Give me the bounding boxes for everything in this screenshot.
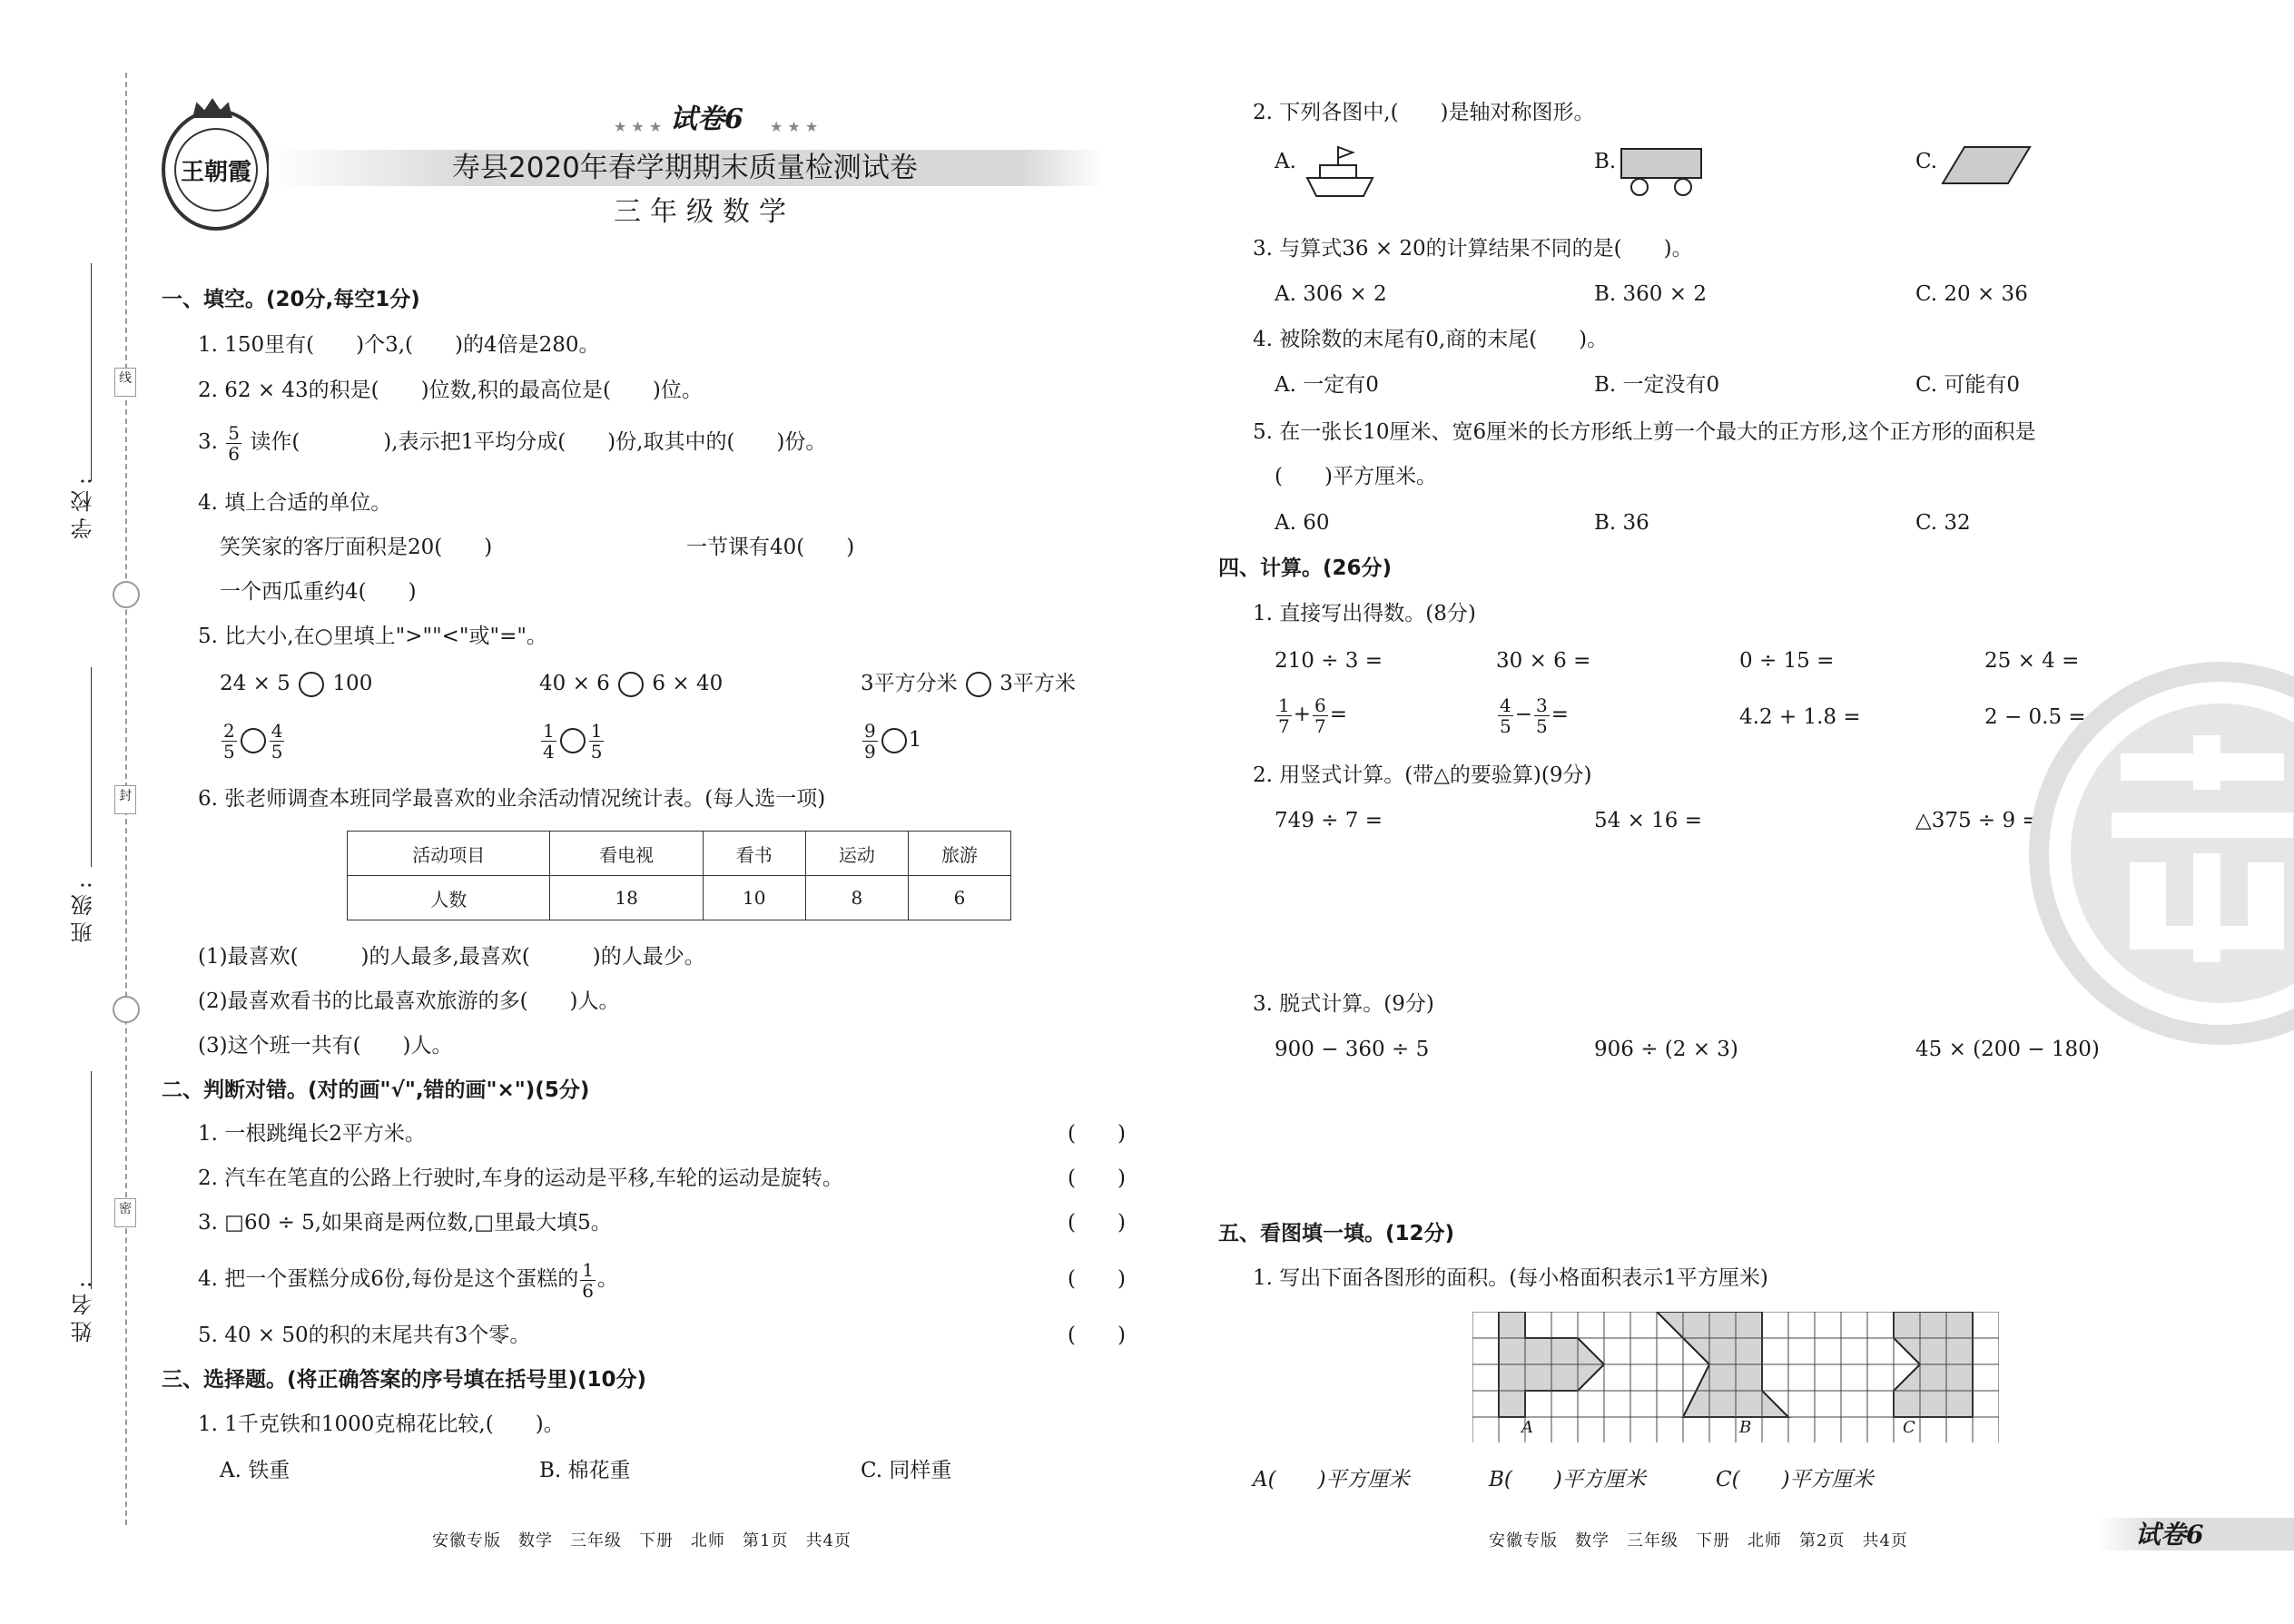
s1-q6c: (3)这个班一共有( )人。: [198, 1034, 453, 1058]
shape-label-c: C: [1903, 1418, 1915, 1437]
seal-mark-mi: 密: [114, 1198, 136, 1227]
compare-circle[interactable]: [299, 672, 324, 697]
s2-answer-paren[interactable]: ( ): [1068, 1324, 1126, 1347]
calc-item: 30 × 6 =: [1496, 649, 1591, 673]
section4-heading: 四、计算。(26分): [1218, 556, 1393, 580]
name-label: 姓名:: [71, 1275, 96, 1343]
compare-3: 3平方分米 3平方米: [861, 672, 1076, 695]
section5-heading: 五、看图填一填。(12分): [1218, 1222, 1455, 1245]
school-line: [91, 263, 92, 481]
s3-q2-option-c[interactable]: C.: [1915, 150, 1938, 173]
s2-item: 2. 汽车在笔直的公路上行驶时,车身的运动是平移,车轮的运动是旋转。: [198, 1166, 843, 1190]
s3-q2-option-a[interactable]: A.: [1275, 150, 1296, 173]
table-header-cell: 运动: [805, 832, 908, 876]
s5-q1: 1. 写出下面各图形的面积。(每小格面积表示1平方厘米): [1253, 1266, 1768, 1290]
table-header-cell: 活动项目: [348, 832, 550, 876]
footer-tag: 试卷6: [2135, 1520, 2204, 1550]
margin-flower-icon: [113, 581, 140, 608]
crown-icon: [192, 98, 232, 118]
table-header-cell: 旅游: [908, 832, 1010, 876]
section2-heading: 二、判断对错。(对的画"√",错的画"×")(5分): [162, 1078, 590, 1102]
s3-q4-option-b[interactable]: B. 一定没有0: [1594, 373, 1720, 397]
s2-answer-paren[interactable]: ( ): [1068, 1122, 1126, 1146]
stepwise-calc-item: 45 × (200 − 180): [1915, 1038, 2100, 1061]
compare-2: 40 × 6 6 × 40: [539, 672, 724, 695]
s3-q3-option-a[interactable]: A. 306 × 2: [1275, 282, 1387, 306]
name-line: [91, 1071, 92, 1289]
s3-q5-option-a[interactable]: A. 60: [1275, 511, 1330, 535]
table-cell: 10: [703, 876, 805, 920]
s4-q1: 1. 直接写出得数。(8分): [1253, 602, 1476, 625]
compare-6: $\frac{9}{9}$ 1: [864, 719, 922, 763]
exam-subtitle: 三年级数学: [614, 196, 795, 228]
s1-q3-text: 读作( ),表示把1平均分成( )份,取其中的( )份。: [250, 430, 827, 454]
calc-fraction-add: $\frac{1}{7}$ + $\frac{6}{7}$ =: [1278, 694, 1348, 737]
compare-circle[interactable]: [241, 728, 266, 753]
vertical-calc-item: △375 ÷ 9 =: [1915, 809, 2040, 832]
calc-item: 25 × 4 =: [1984, 649, 2080, 673]
series-stars-right: ★ ★ ★: [770, 118, 819, 135]
s2-answer-paren[interactable]: ( ): [1068, 1166, 1126, 1190]
vertical-calc-item: 54 × 16 =: [1594, 809, 1703, 832]
logo-badge: [162, 109, 271, 231]
s1-q3-number: 3.: [198, 430, 218, 454]
s1-q1: 1. 150里有( )个3,( )的4倍是280。: [198, 333, 600, 357]
s3-q4-option-a[interactable]: A. 一定有0: [1275, 373, 1379, 397]
s3-q3: 3. 与算式36 × 20的计算结果不同的是( )。: [1253, 237, 1693, 261]
s3-q5-option-b[interactable]: B. 36: [1594, 511, 1649, 535]
cart-shape-icon: [1618, 145, 1705, 200]
s1-q4: 4. 填上合适的单位。: [198, 491, 392, 515]
s1-q6: 6. 张老师调查本班同学最喜欢的业余活动情况统计表。(每人选一项): [198, 787, 826, 811]
fraction-five-sixths: $\frac{5}{6}$: [228, 421, 240, 465]
boat-shape-icon: [1304, 145, 1376, 200]
s1-q4a: 笑笑家的客厅面积是20( ): [220, 536, 493, 559]
compare-circle[interactable]: [618, 672, 644, 697]
s3-q1-option-b[interactable]: B. 棉花重: [539, 1459, 631, 1482]
table-header-row: [348, 832, 1011, 876]
table-cell: 人数: [348, 876, 550, 920]
table-cell: 18: [550, 876, 703, 920]
calc-item: 0 ÷ 15 =: [1739, 649, 1835, 673]
compare-circle[interactable]: [881, 728, 907, 753]
s1-q4b: 一节课有40( ): [686, 536, 855, 559]
shape-label-a: A: [1521, 1418, 1533, 1437]
area-answer-a[interactable]: A( )平方厘米: [1253, 1468, 1410, 1491]
area-answer-c[interactable]: C( )平方厘米: [1716, 1468, 1874, 1491]
s3-q3-option-b[interactable]: B. 360 × 2: [1594, 282, 1707, 306]
class-label: 班级:: [71, 876, 96, 944]
s2-item-4: 4. 把一个蛋糕分成6份,每份是这个蛋糕的 $\frac{1}{6}$ 。: [198, 1258, 618, 1302]
section1-heading: 一、填空。(20分,每空1分): [162, 288, 420, 311]
section3-heading: 三、选择题。(将正确答案的序号填在括号里)(10分): [162, 1368, 647, 1392]
s3-q2: 2. 下列各图中,( )是轴对称图形。: [1253, 101, 1595, 124]
table-header-cell: 看电视: [550, 832, 703, 876]
school-label: 学校:: [71, 472, 96, 540]
s1-q5: 5. 比大小,在○里填上">""<"或"="。: [198, 625, 547, 648]
calc-fraction-sub: $\frac{4}{5}$ − $\frac{3}{5}$ =: [1500, 694, 1570, 737]
parallelogram-shape-icon: [1941, 145, 2032, 185]
s3-q1-option-a[interactable]: A. 铁重: [220, 1459, 290, 1482]
area-grid-drawing: [1472, 1312, 1999, 1442]
compare-1: 24 × 5 100: [220, 672, 373, 695]
calc-item: 210 ÷ 3 =: [1275, 649, 1383, 673]
s1-q4c: 一个西瓜重约4( ): [220, 580, 417, 604]
s2-answer-paren[interactable]: ( ): [1068, 1211, 1126, 1235]
logo-text: 王朝霞: [174, 128, 258, 212]
s2-item: 3. □60 ÷ 5,如果商是两位数,□里最大填5。: [198, 1211, 612, 1235]
exam-title: 寿县2020年春学期期末质量检测试卷: [452, 152, 918, 184]
s4-q2: 2. 用竖式计算。(带△的要验算)(9分): [1253, 763, 1592, 787]
vertical-calc-item: 749 ÷ 7 =: [1275, 809, 1383, 832]
s1-q6b: (2)最喜欢看书的比最喜欢旅游的多( )人。: [198, 989, 620, 1013]
s2-item: 5. 40 × 50的积的末尾共有3个零。: [198, 1324, 531, 1347]
calc-item: 4.2 + 1.8 =: [1739, 705, 1861, 729]
calc-item: 2 − 0.5 =: [1984, 705, 2086, 729]
class-line: [91, 667, 92, 867]
s2-item: 1. 一根跳绳长2平方米。: [198, 1122, 426, 1146]
table-cell: 8: [805, 876, 908, 920]
shape-label-b: B: [1739, 1418, 1752, 1437]
s2-answer-paren[interactable]: ( ): [1068, 1267, 1126, 1291]
s3-q5: 5. 在一张长10厘米、宽6厘米的长方形纸上剪一个最大的正方形,这个正方形的面积是: [1253, 420, 2036, 444]
s3-q5-option-c[interactable]: C. 32: [1915, 511, 1971, 535]
footer-left: 安徽专版 数学 三年级 下册 北师 第1页 共4页: [432, 1531, 852, 1550]
s3-q4: 4. 被除数的末尾有0,商的末尾( )。: [1253, 328, 1609, 351]
table-cell: 6: [908, 876, 1010, 920]
s3-q3-option-c[interactable]: C. 20 × 36: [1915, 282, 2028, 306]
series-label: 试卷6: [670, 103, 743, 135]
s3-q2-option-b[interactable]: B.: [1594, 150, 1617, 173]
table-header-cell: 看书: [703, 832, 805, 876]
compare-circle[interactable]: [560, 728, 586, 753]
s3-q1-option-c[interactable]: C. 同样重: [861, 1459, 952, 1482]
seal-mark-xian: 线: [114, 368, 136, 397]
s3-q4-option-c[interactable]: C. 可能有0: [1915, 373, 2021, 397]
area-grid: [1472, 1312, 1999, 1442]
table-row: [348, 876, 1011, 920]
s3-q1: 1. 1千克铁和1000克棉花比较,( )。: [198, 1412, 565, 1436]
stepwise-calc-item: 906 ÷ (2 × 3): [1594, 1038, 1738, 1061]
s1-q6a: (1)最喜欢( )的人最多,最喜欢( )的人最少。: [198, 945, 705, 969]
seal-mark-feng: 封: [114, 785, 136, 814]
s1-q2: 2. 62 × 43的积是( )位数,积的最高位是( )位。: [198, 379, 703, 402]
s4-q3: 3. 脱式计算。(9分): [1253, 992, 1434, 1016]
stepwise-calc-item: 900 − 360 ÷ 5: [1275, 1038, 1430, 1061]
compare-circle[interactable]: [966, 672, 991, 697]
s3-q5-cont: ( )平方厘米。: [1275, 465, 1437, 488]
fraction-one-sixth: $\frac{1}{6}$: [582, 1258, 594, 1302]
margin-flower-icon: [113, 996, 140, 1023]
activity-table: [347, 831, 1011, 920]
compare-4: $\frac{2}{5}$ $\frac{4}{5}$: [223, 719, 283, 763]
s1-q3: [198, 419, 826, 465]
compare-5: $\frac{1}{4}$ $\frac{1}{5}$: [543, 719, 603, 763]
series-stars-left: ★ ★ ★: [614, 118, 663, 135]
area-answer-b[interactable]: B( )平方厘米: [1489, 1468, 1646, 1491]
confidential-watermark-icon: [2021, 654, 2294, 1053]
footer-right: 安徽专版 数学 三年级 下册 北师 第2页 共4页: [1489, 1531, 1908, 1550]
